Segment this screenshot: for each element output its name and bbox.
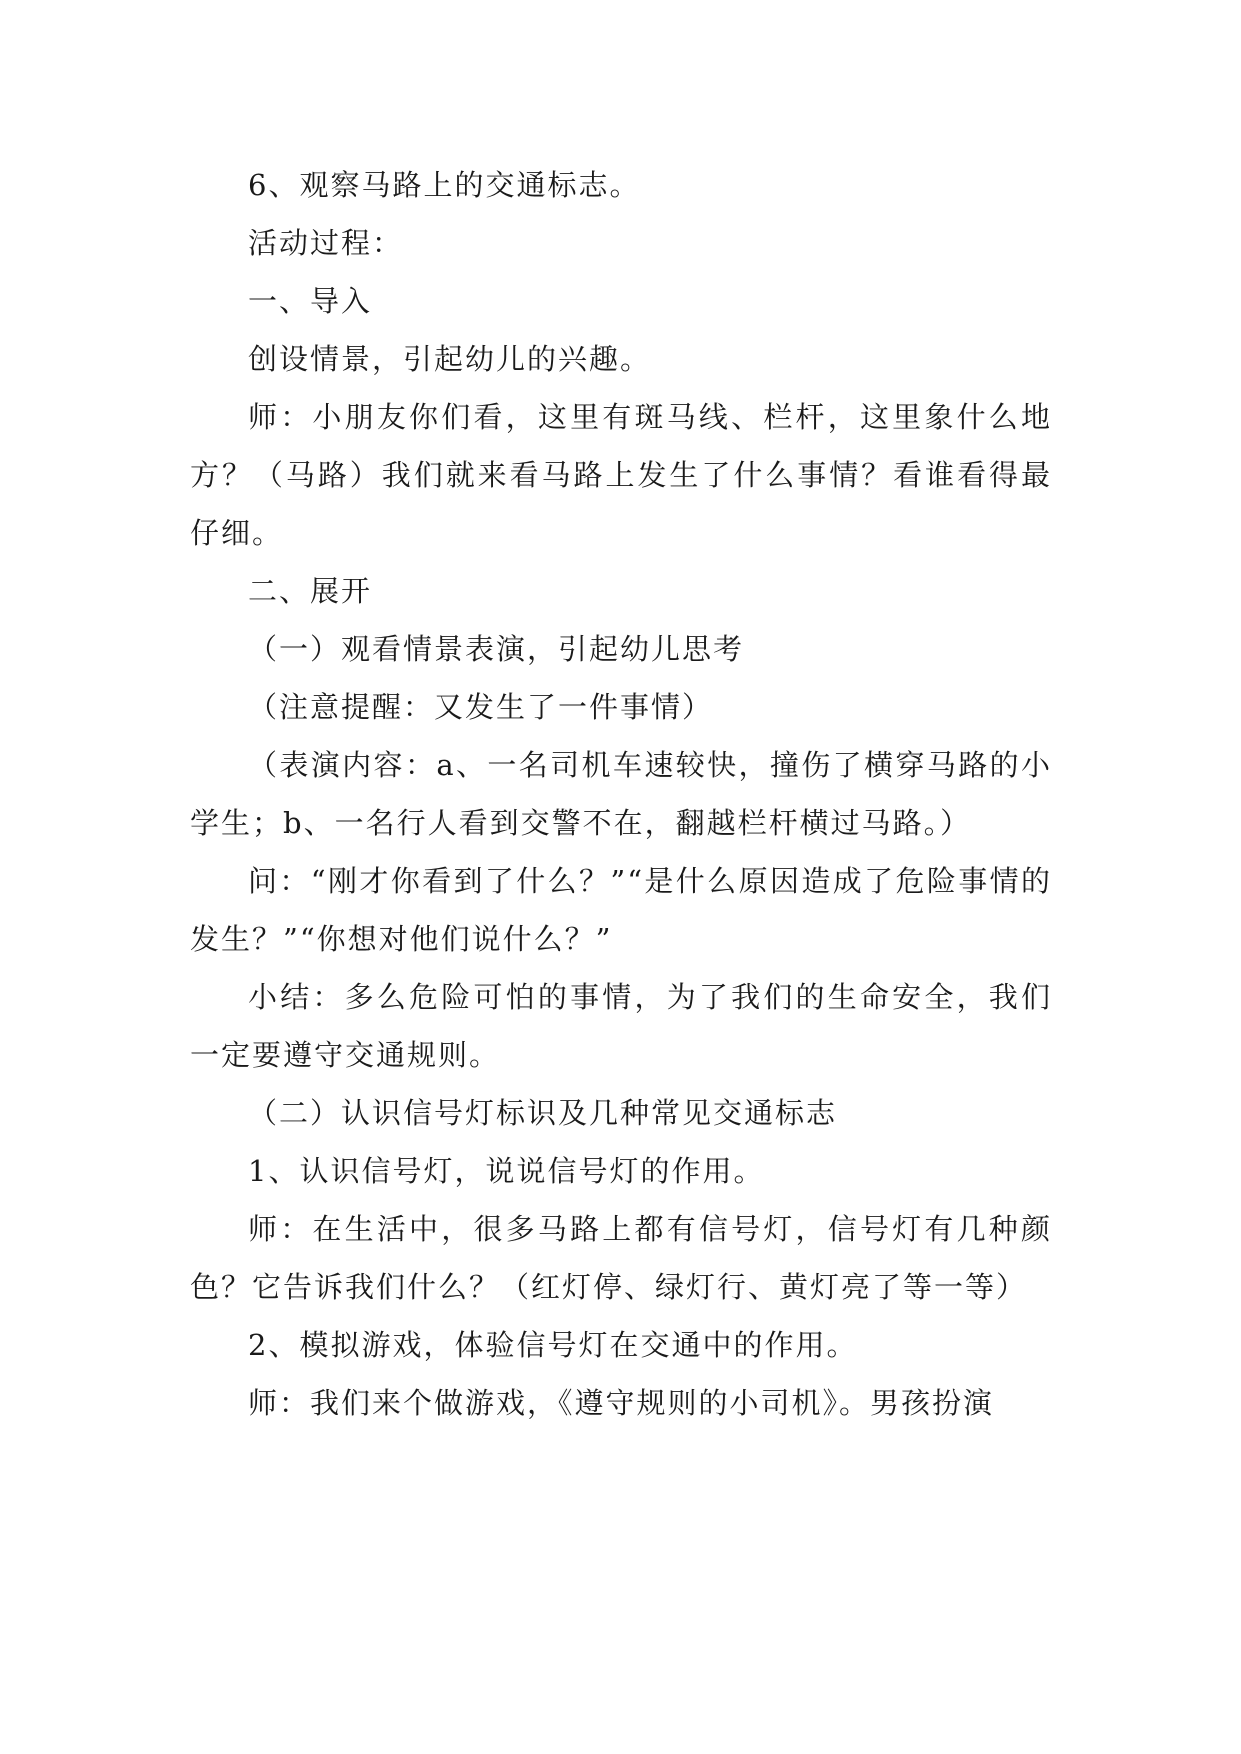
document-body [190,156,1052,1432]
paragraph-activity-process: 活动过程： [248,226,404,260]
paragraph-teacher-intro: 师：小朋友你们看，这里有斑马线、栏杆，这里象什么地方？（马路）我们就来看马路上发生了什么事情？看谁看得最仔细。 [190,400,1052,550]
paragraph-know-signal-light: 1、认识信号灯，说说信号灯的作用。 [248,1154,765,1188]
paragraph-observe-signs: 6、观察马路上的交通标志。 [248,168,641,202]
heading-development: 二、展开 [248,574,373,608]
paragraph-summary: 小结：多么危险可怕的事情，为了我们的生命安全，我们一定要遵守交通规则。 [190,980,1052,1072]
paragraph-simulation-game: 2、模拟游戏，体验信号灯在交通中的作用。 [248,1328,858,1362]
paragraph-teacher-game: 师：我们来个做游戏，《遵守规则的小司机》。男孩扮演 [248,1386,995,1420]
heading-introduction: 一、导入 [248,284,373,318]
subheading-traffic-signals: （二）认识信号灯标识及几种常见交通标志 [248,1096,838,1130]
paragraph-create-scene: 创设情景，引起幼儿的兴趣。 [248,342,652,376]
subheading-watch-performance: （一）观看情景表演，引起幼儿思考 [248,632,745,666]
paragraph-attention-note: （注意提醒：又发生了一件事情） [248,690,714,724]
paragraph-performance-content: （表演内容：a、一名司机车速较快，撞伤了横穿马路的小学生；b、一名行人看到交警不在，翻越栏杆横过马路。） [190,748,1052,840]
paragraph-teacher-signal-colors: 师：在生活中，很多马路上都有信号灯，信号灯有几种颜色？它告诉我们什么？（红灯停、绿灯行、黄灯亮了等一等） [190,1212,1052,1304]
paragraph-questions: 问：“刚才你看到了什么？”“是什么原因造成了危险事情的发生？”“你想对他们说什么？” [190,864,1052,956]
